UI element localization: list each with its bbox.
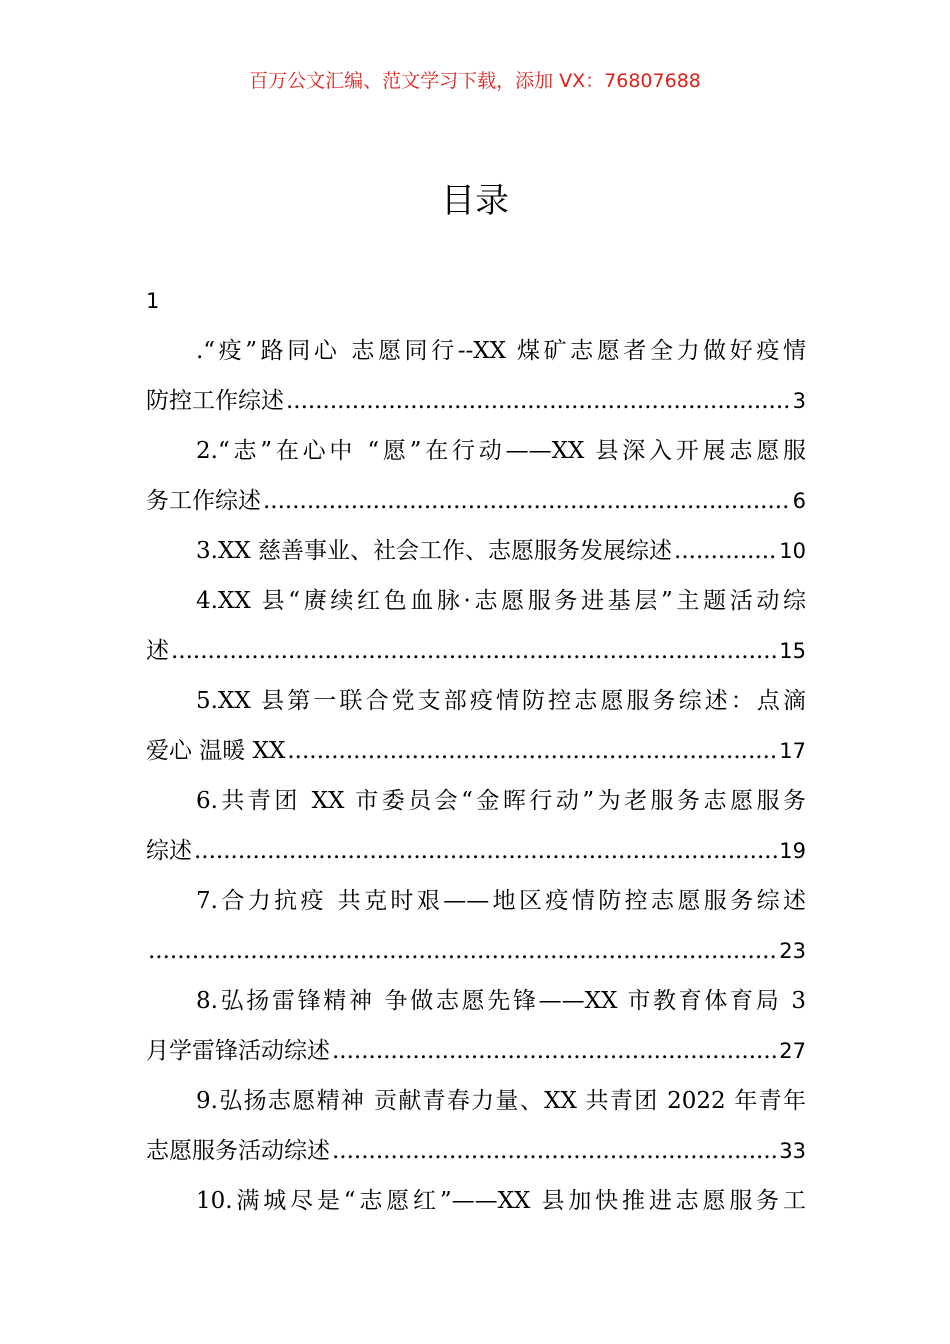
toc-entry-text: 10.满城尽是“志愿红”——XX 县加快推进志愿服务工 — [196, 1188, 806, 1214]
toc-page-number: 23 — [779, 939, 806, 963]
toc-entry-8-line1[interactable] — [146, 976, 806, 1026]
toc-entry-2-line2[interactable] — [146, 476, 806, 526]
toc-page-number: 10 — [779, 539, 806, 563]
toc-entry-9-line2[interactable] — [146, 1126, 806, 1176]
toc-entry-5-line1[interactable] — [146, 676, 806, 726]
toc-entry-text: .“疫”路同心 志愿同行--XX 煤矿志愿者全力做好疫情 — [196, 338, 806, 364]
dot-leader — [287, 726, 777, 776]
toc-entry-9-line1[interactable] — [146, 1076, 806, 1126]
table-of-contents — [146, 326, 806, 1226]
toc-page-number: 15 — [779, 639, 806, 663]
toc-entry-1-line1[interactable] — [146, 326, 806, 376]
toc-entry-text: 9.弘扬志愿精神 贡献青春力量、XX 共青团 2022 年青年 — [196, 1088, 806, 1114]
dot-leader — [263, 476, 791, 526]
toc-entry-4-line1[interactable] — [146, 576, 806, 626]
toc-entry-10-line1[interactable] — [146, 1176, 806, 1226]
toc-entry-2-line1[interactable] — [146, 426, 806, 476]
toc-entry-6-line2[interactable] — [146, 826, 806, 876]
toc-entry-6-line1[interactable] — [146, 776, 806, 826]
toc-entry-text: 2.“志”在心中 “愿”在行动——XX 县深入开展志愿服 — [196, 438, 806, 464]
toc-page-number: 33 — [779, 1139, 806, 1163]
toc-page-number: 3 — [792, 389, 806, 413]
toc-entry-text: 8.弘扬雷锋精神 争做志愿先锋——XX 市教育体育局 3 — [196, 988, 806, 1014]
header-watermark-text: 百万公文汇编、范文学习下载，添加 VX：76807688 — [249, 70, 701, 92]
toc-entry-4-line2[interactable] — [146, 626, 806, 676]
toc-entry-8-line2[interactable] — [146, 1026, 806, 1076]
dot-leader — [332, 1126, 777, 1176]
toc-entry-text: 防控工作综述 — [146, 388, 284, 414]
toc-page-number: 19 — [779, 839, 806, 863]
toc-entry-text: 4.XX 县“赓续红色血脉·志愿服务进基层”主题活动综 — [196, 588, 806, 614]
toc-entry-3[interactable] — [146, 526, 806, 576]
toc-entry-7-line2[interactable] — [146, 926, 806, 976]
toc-entry-1-line2[interactable] — [146, 376, 806, 426]
toc-entry-5-line2[interactable] — [146, 726, 806, 776]
page-title: 目录 — [441, 181, 509, 221]
toc-entry-text: 述 — [146, 638, 169, 664]
toc-entry-text: 务工作综述 — [146, 488, 261, 514]
toc-page-number: 27 — [779, 1039, 806, 1063]
toc-entry-7-line1[interactable] — [146, 876, 806, 926]
dot-leader — [148, 926, 777, 976]
page-number: 1 — [146, 289, 160, 313]
dot-leader — [332, 1026, 777, 1076]
dot-leader — [194, 826, 777, 876]
toc-page-number: 6 — [792, 489, 806, 513]
dot-leader — [286, 376, 791, 426]
toc-entry-text: 5.XX 县第一联合党支部疫情防控志愿服务综述：点滴 — [196, 688, 806, 714]
dot-leader — [674, 526, 777, 576]
toc-entry-text: 爱心 温暖 XX — [146, 738, 286, 764]
toc-entry-text: 7.合力抗疫 共克时艰——地区疫情防控志愿服务综述 — [196, 888, 806, 914]
toc-page-number: 17 — [779, 739, 806, 763]
toc-entry-text: 6.共青团 XX 市委员会“金晖行动”为老服务志愿服务 — [196, 788, 806, 814]
toc-entry-text: 志愿服务活动综述 — [146, 1138, 330, 1164]
toc-entry-text: 3.XX 慈善事业、社会工作、志愿服务发展综述 — [196, 538, 673, 564]
toc-entry-text: 月学雷锋活动综述 — [146, 1038, 330, 1064]
dot-leader — [171, 626, 777, 676]
toc-entry-text: 综述 — [146, 838, 192, 864]
